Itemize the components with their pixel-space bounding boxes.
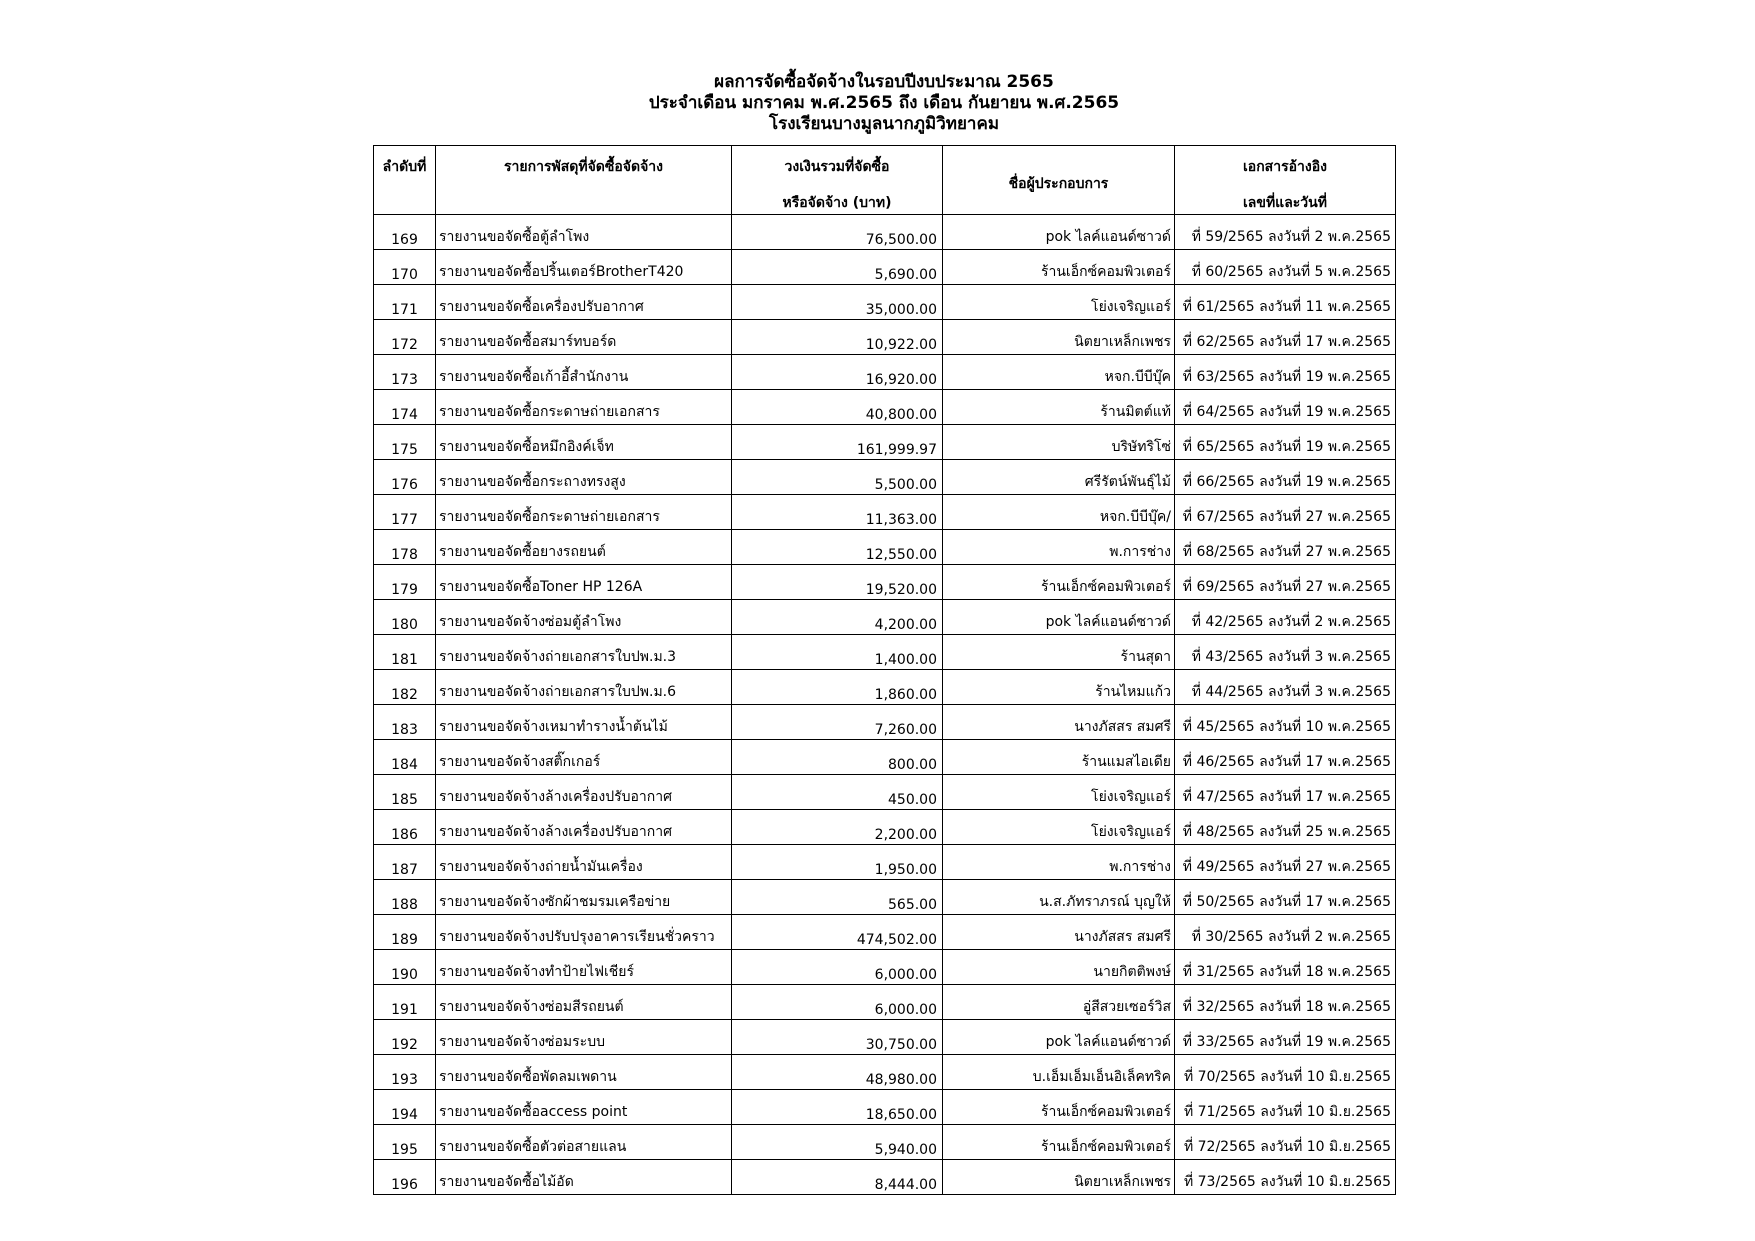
amount-value: 10,922.00 <box>732 320 943 355</box>
table-row <box>374 460 1396 495</box>
amount-value: 8,444.00 <box>732 1160 943 1195</box>
vendor-name: ร้านมิตต์แท้ <box>943 390 1175 425</box>
row-number: 175 <box>374 425 436 460</box>
row-number: 172 <box>374 320 436 355</box>
vendor-name: ร้านเอ็กซ์คอมพิวเตอร์ <box>943 1125 1175 1160</box>
vendor-name: นางภัสสร สมศรี <box>943 705 1175 740</box>
table-row <box>374 285 1396 320</box>
row-number: 173 <box>374 355 436 390</box>
header-no: ลำดับที่ <box>374 146 436 215</box>
reference-document: ที่ 71/2565 ลงวันที่ 10 มิ.ย.2565 <box>1175 1090 1396 1125</box>
reference-document: ที่ 33/2565 ลงวันที่ 19 พ.ค.2565 <box>1175 1020 1396 1055</box>
table-row <box>374 1090 1396 1125</box>
reference-document: ที่ 59/2565 ลงวันที่ 2 พ.ค.2565 <box>1175 215 1396 250</box>
row-number: 187 <box>374 845 436 880</box>
row-number: 179 <box>374 565 436 600</box>
row-number: 186 <box>374 810 436 845</box>
row-number: 194 <box>374 1090 436 1125</box>
row-number: 182 <box>374 670 436 705</box>
amount-value: 40,800.00 <box>732 390 943 425</box>
table-row <box>374 985 1396 1020</box>
item-description: รายงานขอจัดจ้างถ่ายเอกสารใบปพ.ม.3 <box>436 635 732 670</box>
row-number: 193 <box>374 1055 436 1090</box>
item-description: รายงานขอจัดซื้อเครื่องปรับอากาศ <box>436 285 732 320</box>
reference-document: ที่ 42/2565 ลงวันที่ 2 พ.ค.2565 <box>1175 600 1396 635</box>
amount-value: 1,400.00 <box>732 635 943 670</box>
row-number: 170 <box>374 250 436 285</box>
header-item: รายการพัสดุที่จัดซื้อจัดจ้าง <box>436 146 732 215</box>
vendor-name: พ.การช่าง <box>943 530 1175 565</box>
item-description: รายงานขอจัดซื้อกระดาษถ่ายเอกสาร <box>436 390 732 425</box>
vendor-name: ร้านไหมแก้ว <box>943 670 1175 705</box>
table-row <box>374 215 1396 250</box>
amount-value: 6,000.00 <box>732 985 943 1020</box>
table-row <box>374 355 1396 390</box>
row-number: 171 <box>374 285 436 320</box>
table-row <box>374 1055 1396 1090</box>
reference-document: ที่ 44/2565 ลงวันที่ 3 พ.ค.2565 <box>1175 670 1396 705</box>
item-description: รายงานขอจัดซื้อตัวต่อสายแลน <box>436 1125 732 1160</box>
item-description: รายงานขอจัดจ้างซักผ้าชมรมเครือข่าย <box>436 880 732 915</box>
procurement-table <box>373 145 1396 1195</box>
vendor-name: ร้านเอ็กซ์คอมพิวเตอร์ <box>943 1090 1175 1125</box>
table-body <box>374 215 1396 1195</box>
reference-document: ที่ 61/2565 ลงวันที่ 11 พ.ค.2565 <box>1175 285 1396 320</box>
table-row <box>374 635 1396 670</box>
reference-document: ที่ 66/2565 ลงวันที่ 19 พ.ค.2565 <box>1175 460 1396 495</box>
vendor-name: ร้านแมสไอเดีย <box>943 740 1175 775</box>
vendor-name: นายกิตติพงษ์ <box>943 950 1175 985</box>
row-number: 196 <box>374 1160 436 1195</box>
amount-value: 161,999.97 <box>732 425 943 460</box>
table-row <box>374 1125 1396 1160</box>
header-vendor: ชื่อผู้ประกอบการ <box>943 146 1175 215</box>
table-header <box>374 146 1396 215</box>
reference-document: ที่ 70/2565 ลงวันที่ 10 มิ.ย.2565 <box>1175 1055 1396 1090</box>
row-number: 189 <box>374 915 436 950</box>
vendor-name: โย่งเจริญแอร์ <box>943 810 1175 845</box>
item-description: รายงานขอจัดจ้างทำป้ายไฟเชียร์ <box>436 950 732 985</box>
table-row <box>374 425 1396 460</box>
item-description: รายงานขอจัดซื้อaccess point <box>436 1090 732 1125</box>
reference-document: ที่ 64/2565 ลงวันที่ 19 พ.ค.2565 <box>1175 390 1396 425</box>
row-number: 181 <box>374 635 436 670</box>
table-row <box>374 495 1396 530</box>
table-row <box>374 740 1396 775</box>
item-description: รายงานขอจัดจ้างล้างเครื่องปรับอากาศ <box>436 810 732 845</box>
vendor-name: หจก.บีบีบุ๊ค/ <box>943 495 1175 530</box>
document-school: โรงเรียนบางมูลนากภูมิวิทยาคม <box>768 114 1000 134</box>
vendor-name: ร้านเอ็กซ์คอมพิวเตอร์ <box>943 565 1175 600</box>
amount-value: 7,260.00 <box>732 705 943 740</box>
amount-value: 4,200.00 <box>732 600 943 635</box>
reference-document: ที่ 73/2565 ลงวันที่ 10 มิ.ย.2565 <box>1175 1160 1396 1195</box>
header-amount: วงเงินรวมที่จัดซื้อ หรือจัดจ้าง (บาท) <box>732 146 943 215</box>
item-description: รายงานขอจัดจ้างซ่อมระบบ <box>436 1020 732 1055</box>
item-description: รายงานขอจัดซื้อสมาร์ทบอร์ด <box>436 320 732 355</box>
table-row <box>374 530 1396 565</box>
reference-document: ที่ 60/2565 ลงวันที่ 5 พ.ค.2565 <box>1175 250 1396 285</box>
reference-document: ที่ 62/2565 ลงวันที่ 17 พ.ค.2565 <box>1175 320 1396 355</box>
amount-value: 1,950.00 <box>732 845 943 880</box>
reference-document: ที่ 32/2565 ลงวันที่ 18 พ.ค.2565 <box>1175 985 1396 1020</box>
item-description: รายงานขอจัดซื้อกระดาษถ่ายเอกสาร <box>436 495 732 530</box>
table-row <box>374 565 1396 600</box>
reference-document: ที่ 47/2565 ลงวันที่ 17 พ.ค.2565 <box>1175 775 1396 810</box>
vendor-name: โย่งเจริญแอร์ <box>943 285 1175 320</box>
table-row <box>374 915 1396 950</box>
vendor-name: อู่สีสวยเซอร์วิส <box>943 985 1175 1020</box>
table-row <box>374 845 1396 880</box>
amount-value: 2,200.00 <box>732 810 943 845</box>
item-description: รายงานขอจัดจ้างถ่ายน้ำมันเครื่อง <box>436 845 732 880</box>
table-row <box>374 705 1396 740</box>
amount-value: 5,500.00 <box>732 460 943 495</box>
row-number: 174 <box>374 390 436 425</box>
table-row <box>374 390 1396 425</box>
document-period: ประจำเดือน มกราคม พ.ศ.2565 ถึง เดือน กันยายน พ.ศ.2565 <box>648 93 1120 113</box>
amount-value: 76,500.00 <box>732 215 943 250</box>
reference-document: ที่ 72/2565 ลงวันที่ 10 มิ.ย.2565 <box>1175 1125 1396 1160</box>
vendor-name: บริษัทริโซ่ <box>943 425 1175 460</box>
amount-value: 11,363.00 <box>732 495 943 530</box>
row-number: 184 <box>374 740 436 775</box>
table-row <box>374 600 1396 635</box>
reference-document: ที่ 63/2565 ลงวันที่ 19 พ.ค.2565 <box>1175 355 1396 390</box>
item-description: รายงานขอจัดซื้อหมึกอิงค์เจ็ท <box>436 425 732 460</box>
reference-document: ที่ 67/2565 ลงวันที่ 27 พ.ค.2565 <box>1175 495 1396 530</box>
item-description: รายงานขอจัดจ้างถ่ายเอกสารใบปพ.ม.6 <box>436 670 732 705</box>
amount-value: 565.00 <box>732 880 943 915</box>
reference-document: ที่ 68/2565 ลงวันที่ 27 พ.ค.2565 <box>1175 530 1396 565</box>
row-number: 191 <box>374 985 436 1020</box>
table-row <box>374 775 1396 810</box>
item-description: รายงานขอจัดจ้างล้างเครื่องปรับอากาศ <box>436 775 732 810</box>
amount-value: 5,940.00 <box>732 1125 943 1160</box>
item-description: รายงานขอจัดซื้อปริ้นเตอร์BrotherT420 <box>436 250 732 285</box>
amount-value: 18,650.00 <box>732 1090 943 1125</box>
document-title: ผลการจัดซื้อจัดจ้างในรอบปีงบประมาณ 2565 <box>714 72 1054 92</box>
vendor-name: pok ไลค์แอนด์ซาวด์ <box>943 600 1175 635</box>
reference-document: ที่ 43/2565 ลงวันที่ 3 พ.ค.2565 <box>1175 635 1396 670</box>
table-row <box>374 1160 1396 1195</box>
reference-document: ที่ 48/2565 ลงวันที่ 25 พ.ค.2565 <box>1175 810 1396 845</box>
item-description: รายงานขอจัดซื้อพัดลมเพดาน <box>436 1055 732 1090</box>
table-row <box>374 810 1396 845</box>
row-number: 195 <box>374 1125 436 1160</box>
row-number: 180 <box>374 600 436 635</box>
amount-value: 19,520.00 <box>732 565 943 600</box>
row-number: 176 <box>374 460 436 495</box>
vendor-name: น.ส.ภัทราภรณ์ บุญให้ <box>943 880 1175 915</box>
amount-value: 6,000.00 <box>732 950 943 985</box>
row-number: 183 <box>374 705 436 740</box>
item-description: รายงานขอจัดจ้างซ่อมตู้ลำโพง <box>436 600 732 635</box>
reference-document: ที่ 49/2565 ลงวันที่ 27 พ.ค.2565 <box>1175 845 1396 880</box>
reference-document: ที่ 45/2565 ลงวันที่ 10 พ.ค.2565 <box>1175 705 1396 740</box>
vendor-name: นางภัสสร สมศรี <box>943 915 1175 950</box>
vendor-name: พ.การช่าง <box>943 845 1175 880</box>
vendor-name: โย่งเจริญแอร์ <box>943 775 1175 810</box>
row-number: 190 <box>374 950 436 985</box>
reference-document: ที่ 65/2565 ลงวันที่ 19 พ.ค.2565 <box>1175 425 1396 460</box>
item-description: รายงานขอจัดซื้อกระถางทรงสูง <box>436 460 732 495</box>
amount-value: 474,502.00 <box>732 915 943 950</box>
table-row <box>374 950 1396 985</box>
reference-document: ที่ 31/2565 ลงวันที่ 18 พ.ค.2565 <box>1175 950 1396 985</box>
item-description: รายงานขอจัดซื้อToner HP 126A <box>436 565 732 600</box>
amount-value: 1,860.00 <box>732 670 943 705</box>
amount-value: 30,750.00 <box>732 1020 943 1055</box>
reference-document: ที่ 46/2565 ลงวันที่ 17 พ.ค.2565 <box>1175 740 1396 775</box>
vendor-name: ร้านสุดา <box>943 635 1175 670</box>
table-row <box>374 670 1396 705</box>
table-row <box>374 320 1396 355</box>
reference-document: ที่ 50/2565 ลงวันที่ 17 พ.ค.2565 <box>1175 880 1396 915</box>
amount-value: 800.00 <box>732 740 943 775</box>
amount-value: 12,550.00 <box>732 530 943 565</box>
item-description: รายงานขอจัดซื้อไม้อัด <box>436 1160 732 1195</box>
item-description: รายงานขอจัดจ้างซ่อมสีรถยนต์ <box>436 985 732 1020</box>
reference-document: ที่ 69/2565 ลงวันที่ 27 พ.ค.2565 <box>1175 565 1396 600</box>
reference-document: ที่ 30/2565 ลงวันที่ 2 พ.ค.2565 <box>1175 915 1396 950</box>
vendor-name: บ.เอ็มเอ็มเอ็นอิเล็คทริค <box>943 1055 1175 1090</box>
vendor-name: นิตยาเหล็กเพชร <box>943 320 1175 355</box>
table-row <box>374 880 1396 915</box>
table-row <box>374 250 1396 285</box>
item-description: รายงานขอจัดซื้อตู้ลำโพง <box>436 215 732 250</box>
amount-value: 450.00 <box>732 775 943 810</box>
amount-value: 5,690.00 <box>732 250 943 285</box>
amount-value: 16,920.00 <box>732 355 943 390</box>
table-row <box>374 1020 1396 1055</box>
item-description: รายงานขอจัดจ้างสติ๊กเกอร์ <box>436 740 732 775</box>
row-number: 169 <box>374 215 436 250</box>
row-number: 177 <box>374 495 436 530</box>
amount-value: 48,980.00 <box>732 1055 943 1090</box>
item-description: รายงานขอจัดซื้อยางรถยนต์ <box>436 530 732 565</box>
vendor-name: นิตยาเหล็กเพชร <box>943 1160 1175 1195</box>
header-reference: เอกสารอ้างอิง เลขที่และวันที่ <box>1175 146 1396 215</box>
vendor-name: pok ไลค์แอนด์ซาวด์ <box>943 215 1175 250</box>
vendor-name: หจก.บีบีบุ๊ค <box>943 355 1175 390</box>
row-number: 192 <box>374 1020 436 1055</box>
item-description: รายงานขอจัดซื้อเก้าอี้สำนักงาน <box>436 355 732 390</box>
row-number: 178 <box>374 530 436 565</box>
vendor-name: ร้านเอ็กซ์คอมพิวเตอร์ <box>943 250 1175 285</box>
document-title-block <box>373 72 1395 135</box>
row-number: 188 <box>374 880 436 915</box>
item-description: รายงานขอจัดจ้างเหมาทำรางน้ำต้นไม้ <box>436 705 732 740</box>
item-description: รายงานขอจัดจ้างปรับปรุงอาคารเรียนชั่วคราว <box>436 915 732 950</box>
row-number: 185 <box>374 775 436 810</box>
amount-value: 35,000.00 <box>732 285 943 320</box>
vendor-name: ศรีรัตน์พันธุ์ไม้ <box>943 460 1175 495</box>
vendor-name: pok ไลค์แอนด์ซาวด์ <box>943 1020 1175 1055</box>
